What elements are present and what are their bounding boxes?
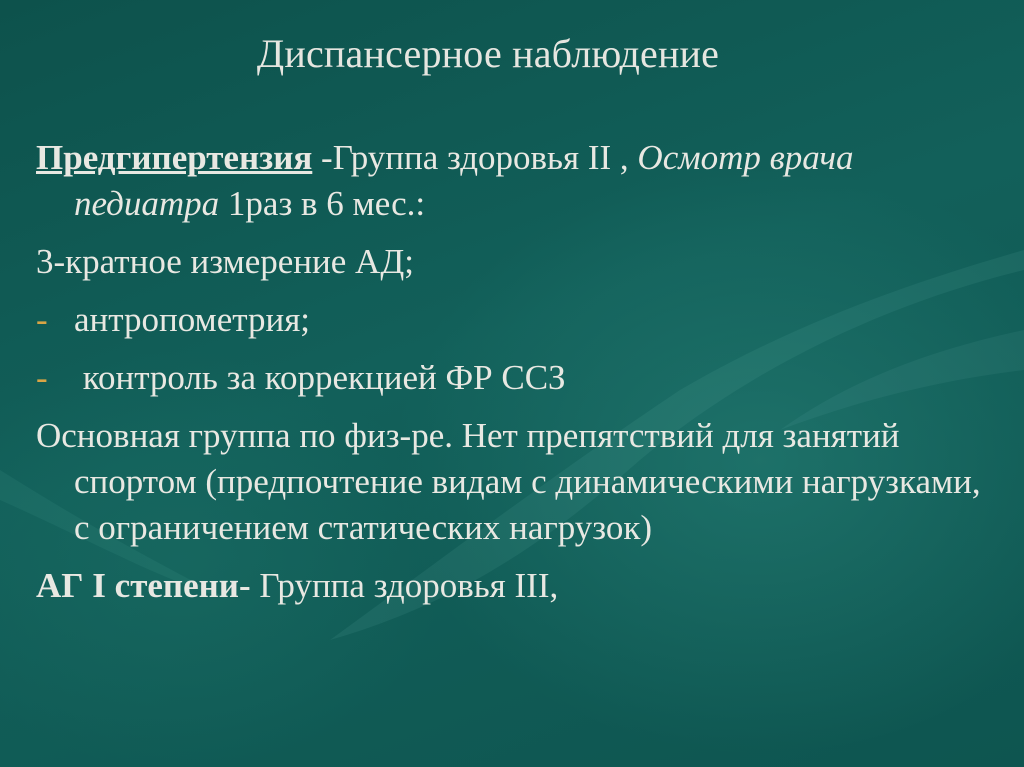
bullet-marker: - [36, 300, 48, 339]
health-group-text: -Группа здоровья II , [312, 138, 638, 177]
prehypertension-term: Предгипертензия [36, 138, 313, 177]
list-item-text: контроль за коррекцией ФР ССЗ [74, 358, 566, 397]
list-item [36, 297, 996, 343]
bullet-marker: - [36, 358, 48, 397]
list-item [36, 355, 996, 401]
frequency-text: 1раз в 6 мес.: [219, 184, 426, 223]
pediatrician-exam-text: Осмотр врача педиатра [74, 138, 854, 223]
prehypertension-paragraph [36, 135, 996, 227]
pe-group-paragraph: Основная группа по физ-ре. Нет препятствий для занятий спортом (предпочтение видам с динамическими нагрузками, с ограничением статических нагрузок) [36, 416, 981, 547]
bp-measurement-line: 3-кратное измерение АД; [36, 242, 414, 281]
ag-stage-term: АГ I степени- [36, 566, 251, 605]
ag-health-group-text: Группа здоровья III, [250, 566, 559, 605]
slide-body [36, 135, 996, 621]
list-item-text: антропометрия; [74, 300, 311, 339]
ag-stage-paragraph [36, 563, 996, 609]
slide-title: Диспансерное наблюдение [256, 31, 720, 76]
